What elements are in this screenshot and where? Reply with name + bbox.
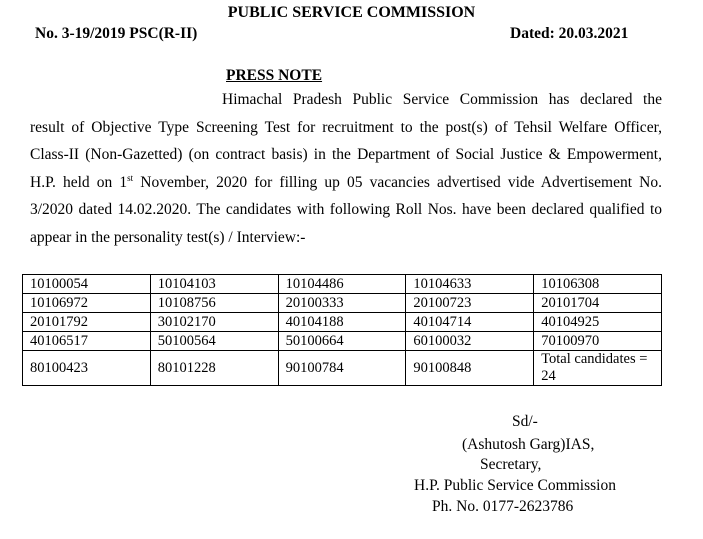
press-note-body (30, 86, 662, 251)
roll-number-cell: 80100423 (23, 351, 151, 386)
roll-number-cell: 20100333 (278, 294, 406, 313)
roll-number-cell: 20101792 (23, 313, 151, 332)
roll-number-cell: 40104925 (534, 313, 662, 332)
roll-number-cell: 30102170 (150, 313, 278, 332)
roll-number-cell: 10106972 (23, 294, 151, 313)
roll-number-cell: 10104103 (150, 275, 278, 294)
roll-number-cell: 10106308 (534, 275, 662, 294)
body-line-3: Class-II (Non-Gazetted) (on contract basis) in the Department of Social Justice & Empowerment, (30, 146, 662, 163)
roll-number-cell: 10104486 (278, 275, 406, 294)
roll-number-cell: 10108756 (150, 294, 278, 313)
signatory-name: (Ashutosh Garg)IAS, (462, 436, 595, 453)
roll-number-cell: 40104188 (278, 313, 406, 332)
phone-number: Ph. No. 0177-2623786 (432, 498, 574, 515)
table-row (23, 332, 662, 351)
roll-number-cell: 10104633 (406, 275, 534, 294)
body-line-6: appear in the personality test(s) / Interview:- (30, 228, 306, 246)
roll-number-cell: 40104714 (406, 313, 534, 332)
roll-number-cell: 70100970 (534, 332, 662, 351)
reference-number: No. 3-19/2019 PSC(R-II) (35, 25, 198, 42)
signature-sd: Sd/- (512, 413, 538, 430)
roll-number-cell: 20100723 (406, 294, 534, 313)
body-line-1: Himachal Pradesh Public Service Commission has declared the (222, 91, 662, 108)
roll-number-table (22, 274, 662, 386)
table-row (23, 313, 662, 332)
table-row (23, 275, 662, 294)
body-line-2: result of Objective Type Screening Test for recruitment to the post(s) of Tehsil Welfare Officer, (30, 118, 662, 136)
table-row (23, 294, 662, 313)
body-line-5: 3/2020 dated 14.02.2020. The candidates with following Roll Nos. have been declared qualified to (30, 201, 662, 218)
signatory-designation: Secretary, (480, 456, 542, 473)
roll-number-cell: 40106517 (23, 332, 151, 351)
press-note-heading: PRESS NOTE (226, 67, 323, 84)
roll-number-cell: 60100032 (406, 332, 534, 351)
roll-number-cell: 20101704 (534, 294, 662, 313)
body-line-4 (30, 169, 662, 197)
roll-number-cell: 10100054 (23, 275, 151, 294)
roll-number-cell: 90100848 (406, 351, 534, 386)
roll-number-cell: 90100784 (278, 351, 406, 386)
ordinal-suffix: st (127, 172, 134, 183)
body-line-4-end: November, 2020 for filling up 05 vacancies advertised vide Advertisement No. (133, 173, 662, 191)
roll-number-cell: Total candidates = 24 (534, 351, 662, 386)
roll-number-cell: 80101228 (150, 351, 278, 386)
roll-number-cell: 50100564 (150, 332, 278, 351)
commission-title: PUBLIC SERVICE COMMISSION (227, 4, 476, 21)
signatory-organisation: H.P. Public Service Commission (414, 477, 616, 494)
date-label: Dated: 20.03.2021 (510, 25, 629, 42)
body-line-4-start: H.P. held on 1 (30, 173, 128, 191)
table-row (23, 351, 662, 386)
roll-number-cell: 50100664 (278, 332, 406, 351)
